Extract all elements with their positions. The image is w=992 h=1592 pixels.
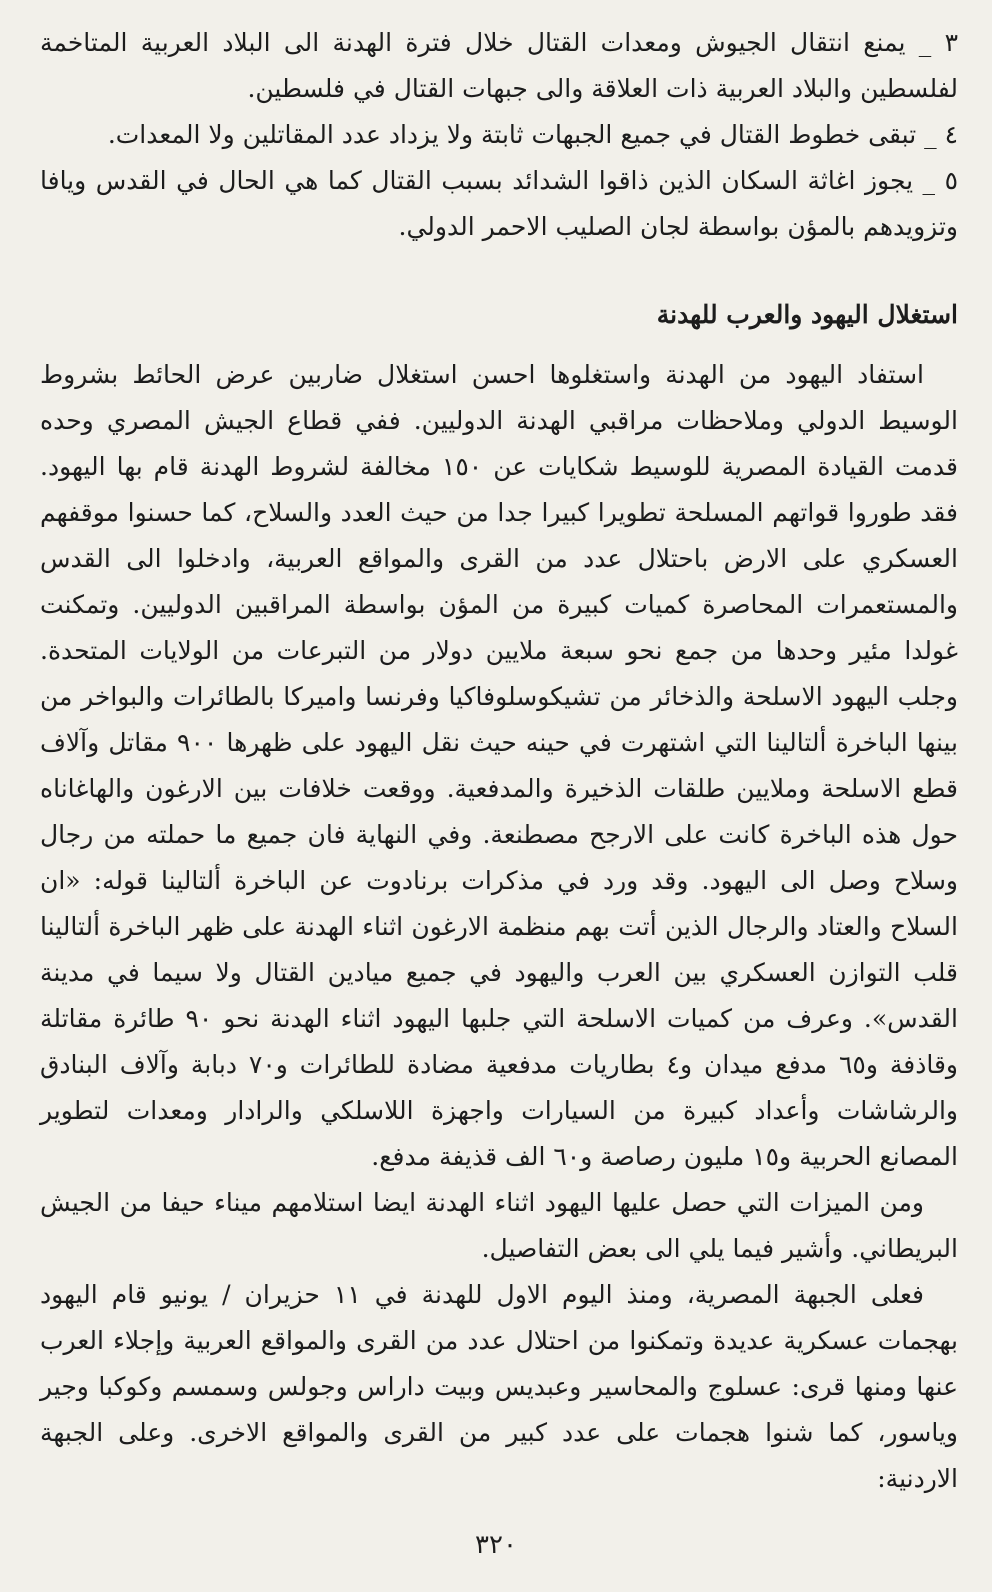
section-heading: استغلال اليهود والعرب للهدنة [656, 300, 958, 329]
paragraph: ومن الميزات التي حصل عليها اليهود اثناء الهدنة ايضا استلامهم ميناء حيفا من الجيش البريطاني. وأشير فيما يلي الى بعض التفاصيل. [40, 1188, 958, 1263]
list-item: ٤ _ تبقى خطوط القتال في جميع الجبهات ثابتة ولا يزداد عدد المقاتلين ولا المعدات. [107, 120, 958, 149]
page-number: ٣٢٠ [475, 1530, 517, 1560]
paragraph: فعلى الجبهة المصرية، ومنذ اليوم الاول للهدنة في ١١ حزيران / يونيو قام اليهود بهجمات عسكرية عديدة وتمكنوا من احتلال عدد من القرى والمواقع العربية وإجلاء العرب عنها ومنها قرى: عسلوج والمحاسير وعبديس وبيت داراس وجولس وسمسم وكوكبا وجير وياسور، كما شنوا هجمات على عدد كبير من القرى والمواقع الاخرى. وعلى الجبهة الاردنية: [40, 1280, 958, 1493]
page-text [40, 20, 958, 1502]
paragraph: استفاد اليهود من الهدنة واستغلوها احسن استغلال ضاربين عرض الحائط بشروط الوسيط الدولي وملاحظات مراقبي الهدنة الدوليين. ففي قطاع الجيش المصري وحده قدمت القيادة المصرية للوسيط شكايات عن ١٥٠ مخالفة لشروط الهدنة قام بها اليهود. فقد طوروا قواتهم المسلحة تطويرا كبيرا جدا من حيث العدد والسلاح، كما حسنوا موقفهم العسكري على الارض باحتلال عدد من القرى والمواقع العربية، وادخلوا الى القدس والمستعمرات المحاصرة كميات كبيرة من المؤن بواسطة المراقبين الدوليين. وتمكنت غولدا مئير وحدها من جمع نحو سبعة ملايين دولار من التبرعات من الولايات المتحدة. وجلب اليهود الاسلحة والذخائر من تشيكوسلوفاكيا وفرنسا واميركا بالطائرات والبواخر من بينها الباخرة ألتالينا التي اشتهرت في حينه حيث نقل اليهود على ظهرها ٩٠٠ مقاتل وآلاف قطع الاسلحة وملايين طلقات الذخيرة والمدفعية. ووقعت خلافات بين الارغون والهاغاناه حول هذه الباخرة كانت على الارجح مصطنعة. وفي النهاية فان جميع ما حملته من رجال وسلاح وصل الى اليهود. وقد ورد في مذكرات برنادوت عن الباخرة ألتالينا قوله: «ان السلاح والعتاد والرجال الذين أتت بهم منظمة الارغون اثناء الهدنة على ظهر الباخرة ألتالينا قلب التوازن العسكري بين العرب واليهود في جميع ميادين القتال ولا سيما في مدينة القدس». وعرف من كميات الاسلحة التي جلبها اليهود اثناء الهدنة نحو ٩٠ طائرة مقاتلة وقاذفة و٦٥ مدفع ميدان و٤ بطاريات مدفعية مضادة للطائرات و٧٠ دبابة وآلاف البنادق والرشاشات وأعداد كبيرة من السيارات واجهزة اللاسلكي والرادار ومعدات لتطوير المصانع الحربية و١٥ مليون رصاصة و٦٠ الف قذيفة مدفع. [40, 360, 959, 1171]
list-item: ٣ _ يمنع انتقال الجيوش ومعدات القتال خلال فترة الهدنة الى البلاد العربية المتاخمة لفلسطين والبلاد العربية ذات العلاقة والى جبهات القتال في فلسطين. [40, 28, 958, 103]
list-item: ٥ _ يجوز اغاثة السكان الذين ذاقوا الشدائد بسبب القتال كما هي الحال في القدس ويافا وتزويدهم بالمؤن بواسطة لجان الصليب الاحمر الدولي. [40, 166, 958, 241]
